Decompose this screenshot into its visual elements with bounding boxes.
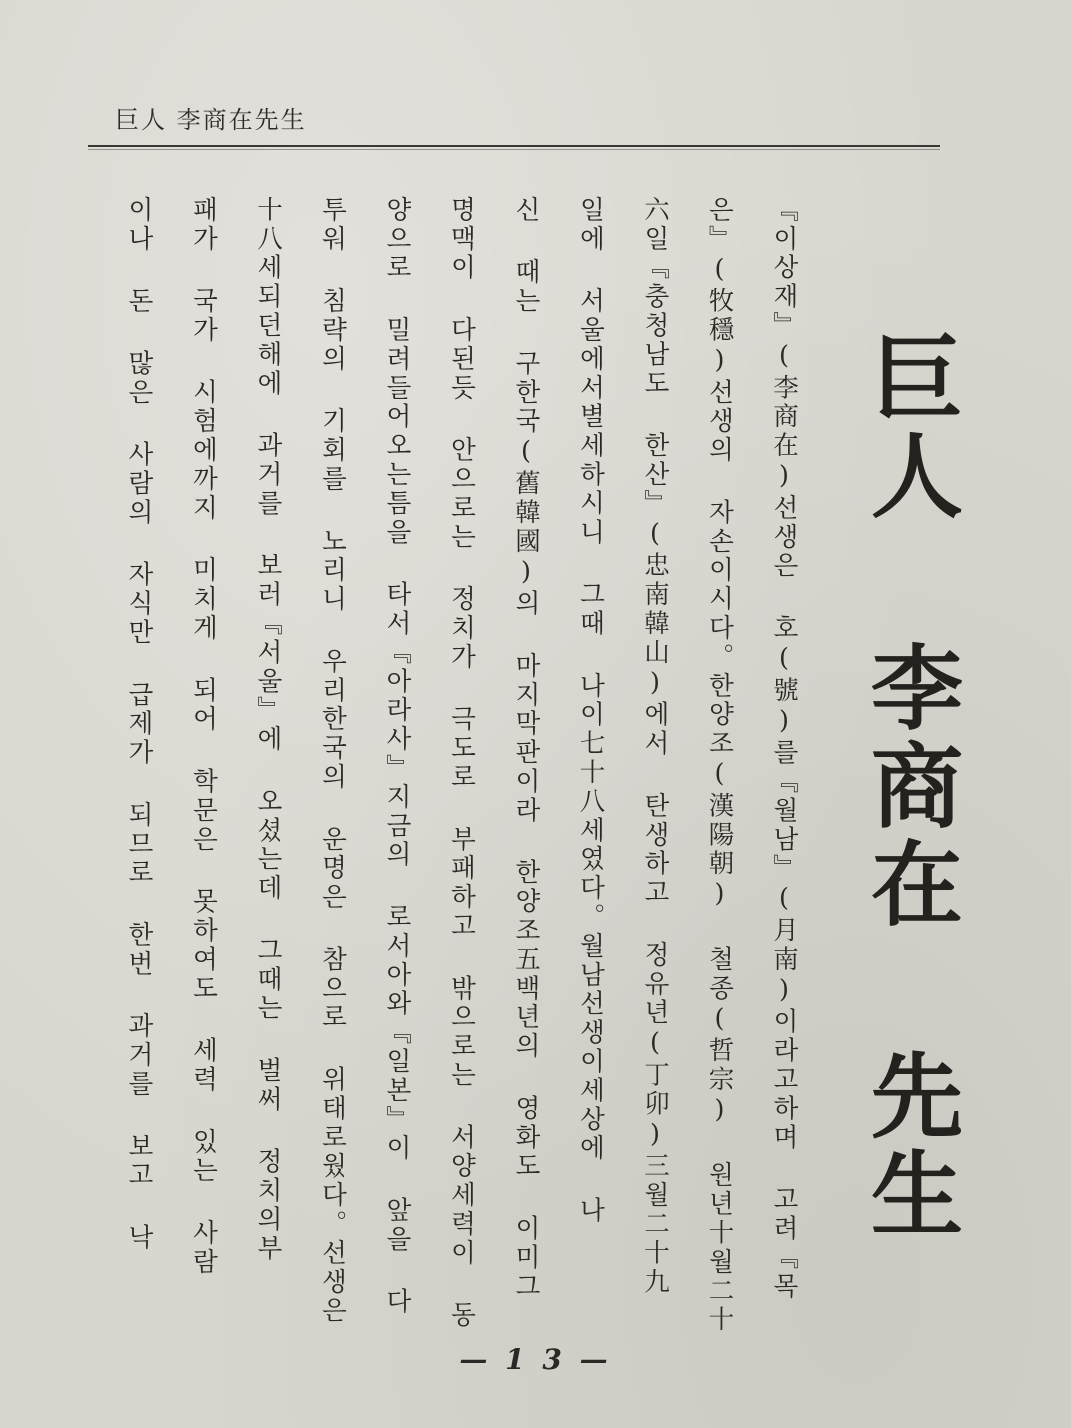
text-column: 신 때는 구한국(舊韓國)의 마지막판이라 한양조五백년의 영화도 이미그 [511,196,541,1302]
text-column: 양으로 밀려들어오는틈을 타서『아라사』지금의 로서아와『일본』이 앞을 다 [382,196,412,1317]
header-rule [88,145,940,147]
chapter-title: 巨人 李商在 先生 [856,330,965,1244]
text-column: 은』(牧穩)선생의 자손이시다。한양조(漢陽朝) 철종(哲宗) 원년十월二十 [704,196,735,1335]
text-column: 六일『충청남도 한산』(忠南韓山)에서 탄생하고 정유년(丁卯)三월二十九 [640,196,670,1297]
page-number: — 1 3 — [459,1343,612,1376]
text-column: 투워 침략의 기회를 노리니 우리한국의 운명은 참으로 위태로웠다。선생은 [317,196,348,1326]
running-header: 巨人 李商在先生 [115,106,307,134]
text-column: 패가 국가 시험에까지 미치게 되어 학문은 못하여도 세력 있는 사람 [188,196,219,1277]
text-column: 이나 돈 많은 사람의 자식만 급제가 되므로 한번 과거를 보고 낙 [124,196,154,1253]
text-column: 十八세되던해에 과거를 보러『서울』에 오셨는데 그때는 벌써 정치의부 [253,196,283,1264]
text-column: 명맥이 다된듯 안으로는 정치가 극도로 부패하고 밖으로는 서양세력이 동 [446,196,477,1331]
text-column: 일에 서울에서별세하시니 그때 나이七十八세였다。월남선생이세상에 나 [575,196,606,1226]
body-text [107,196,817,1335]
text-column: 『이상재』(李商在)선생은 호(號)를『월남』(月南)이라고하며 고려『목 [769,196,799,1302]
